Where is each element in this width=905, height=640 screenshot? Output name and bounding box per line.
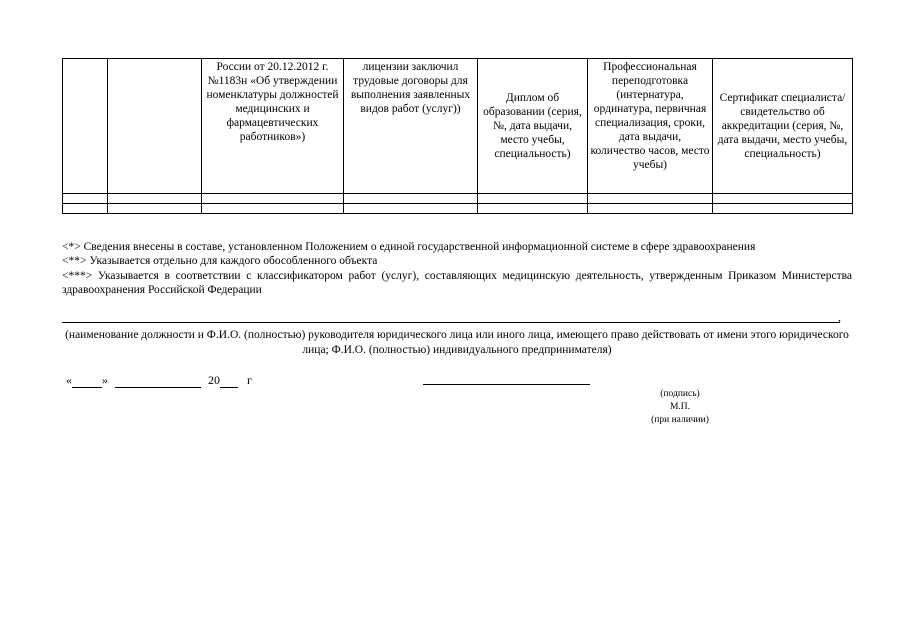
table-cell — [202, 204, 344, 214]
year-prefix: 20 — [208, 373, 220, 387]
signature-caption: (наименование должности и Ф.И.О. (полностью) руководителя юридического лица или иного лица, имеющего право действовать от имени этого юридического лица; Ф.И.О. (полностью) индивидуального предпринимателя) — [65, 329, 849, 356]
table-cell — [588, 194, 713, 204]
stamp-label: М.П. — [669, 402, 691, 412]
table-cell — [713, 194, 853, 204]
header-cell-diploma: Диплом об образовании (серия, №, дата выдачи, место учебы, специальность) — [478, 59, 588, 194]
line-comma: , — [838, 310, 841, 324]
table-cell — [478, 204, 588, 214]
stamp-note: (при наличии) — [651, 415, 709, 425]
table-cell — [63, 194, 108, 204]
header-cell-retraining: Профессиональная переподготовка (интернатура, ординатура, первичная специализация, сроки, дата выдачи, количество часов, место учебы) — [588, 59, 713, 194]
footnote-1: <*> Сведения внесены в составе, установленном Положением о единой государственной информационной системе в сфере здравоохранения — [62, 241, 756, 253]
footnote-2: <**> Указывается отдельно для каждого обособленного объекта — [62, 255, 378, 268]
footnote-3: <***> Указывается в соответствии с классификатором работ (услуг), составляющих медицинскую деятельность, утвержденным Приказом Министерства здравоохранения Российской Федерации — [62, 269, 852, 297]
date-field — [66, 373, 252, 388]
table-cell — [713, 204, 853, 214]
table-cell — [344, 194, 478, 204]
header-cell-certificate: Сертификат специалиста/ свидетельство об аккредитации (серия, №, дата выдачи, место учебы, специальность) — [713, 59, 853, 194]
footnotes — [62, 240, 852, 298]
header-cell-position: России от 20.12.2012 г. №1183н «Об утверждении номенклатуры должностей медицинских и фармацевтических работников») — [202, 59, 344, 194]
header-cell-2 — [108, 59, 202, 194]
personnel-table — [62, 58, 853, 214]
date-open-quote: « — [66, 373, 72, 387]
table-header-row — [63, 59, 853, 194]
table-cell — [344, 204, 478, 214]
name-signature-line — [62, 322, 840, 323]
sign-label: (подпись) — [660, 389, 700, 399]
year-blank — [220, 375, 238, 388]
year-suffix: г — [247, 373, 252, 387]
table-row — [63, 194, 853, 204]
header-cell-1 — [63, 59, 108, 194]
date-close-quote: » — [102, 373, 108, 387]
table-cell — [108, 194, 202, 204]
table-cell — [202, 194, 344, 204]
month-blank — [115, 375, 201, 388]
table-row — [63, 204, 853, 214]
table-cell — [478, 194, 588, 204]
day-blank — [72, 375, 102, 388]
table-cell — [588, 204, 713, 214]
signature-line — [423, 384, 590, 385]
table-cell — [63, 204, 108, 214]
table-cell — [108, 204, 202, 214]
header-cell-contracts: лицензии заключил трудовые договоры для выполнения заявленных видов работ (услуг)) — [344, 59, 478, 194]
